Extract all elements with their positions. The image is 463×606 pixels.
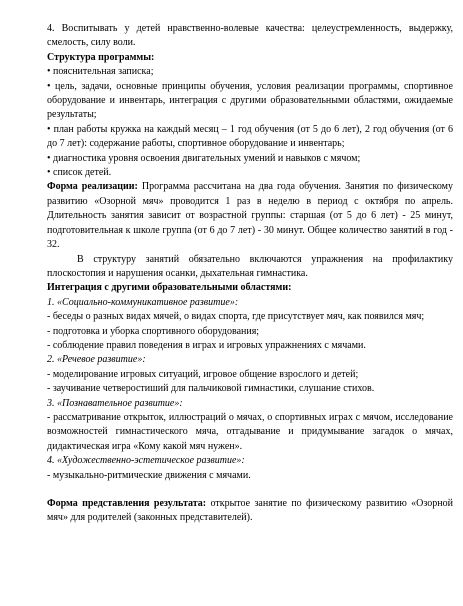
area-title: 3. «Познавательное развитие»: <box>47 397 183 409</box>
structure-item: • диагностика уровня освоения двигательных умений и навыков с мячом; <box>47 152 361 164</box>
area-title: 2. «Речевое развитие»: <box>47 354 146 366</box>
area-item: - моделирование игровых ситуаций, игровое общение взрослого и детей; <box>47 368 359 380</box>
goal-item-4: 4. Воспитывать у детей нравственно-волевые качества: целеустремленность, выдержку, смелость, силу воли. <box>47 23 453 49</box>
form-label: Форма реализации: <box>47 181 138 193</box>
result-paragraph <box>47 497 453 526</box>
area-item: - беседы о разных видах мячей, о видах спорта, где присутствует мяч, как появился мяч; <box>47 311 425 323</box>
area-item: - музыкально-ритмические движения с мячами. <box>47 469 251 481</box>
integration-heading: Интеграция с другими образовательными областями: <box>47 282 292 294</box>
area-item: - подготовка и уборка спортивного оборудования; <box>47 325 260 337</box>
area-title: 1. «Социально-коммуникативное развитие»: <box>47 296 239 308</box>
structure-heading: Структура программы: <box>47 51 155 63</box>
structure-item: • цель, задачи, основные принципы обучения, условия реализации программы, спортивное оборудование и инвентарь, интеграция с другими образовательными областями, ожидаемые результаты; <box>47 80 453 121</box>
form-text: Программа рассчитана на два года обучения. Занятия по физическому развитию «Озорной мяч» проводится 1 раз в неделю в период с октября по апрель. Длительность занятия зависит от возрастной группы: старшая (от 5 до 6 лет) - 25 минут, подготовительная к школе группа (от 6 до 7 лет) - 30 минут. Общее количество занятий в год - 32. <box>47 181 453 251</box>
area-title: 4. «Художественно-эстетическое развитие»: <box>47 455 245 467</box>
structure-note: В структуру занятий обязательно включаются упражнения на профилактику плоскостопия и нарушения осанки, дыхательная гимнастика. <box>47 253 453 279</box>
area-item: - соблюдение правил поведения в играх и игровых упражнениях с мячами. <box>47 339 366 351</box>
result-text: открытое занятие по физическому развитию «Озорной мяч» для родителей (законных представителей). <box>47 498 454 524</box>
structure-item: • план работы кружка на каждый месяц – 1 год обучения (от 5 до 6 лет), 2 год обучения (от 6 до 7 лет): содержание работы, спортивное оборудование и инвентарь; <box>47 123 453 150</box>
structure-item: • список детей. <box>47 167 112 179</box>
area-item: - рассматривание открыток, иллюстраций о мячах, о спортивных играх с мячом, исследование возможностей гимнастического мяча, отгадывание и придумывание загадок о мячах, дидактическая игра «Кому какой мяч нужен». <box>47 411 453 452</box>
form-paragraph <box>47 180 453 252</box>
result-label: Форма представления результата: <box>47 498 207 509</box>
structure-item: • пояснительная записка; <box>47 66 154 78</box>
area-item: - заучивание четверостиший для пальчиковой гимнастики, слушание стихов. <box>47 383 375 395</box>
